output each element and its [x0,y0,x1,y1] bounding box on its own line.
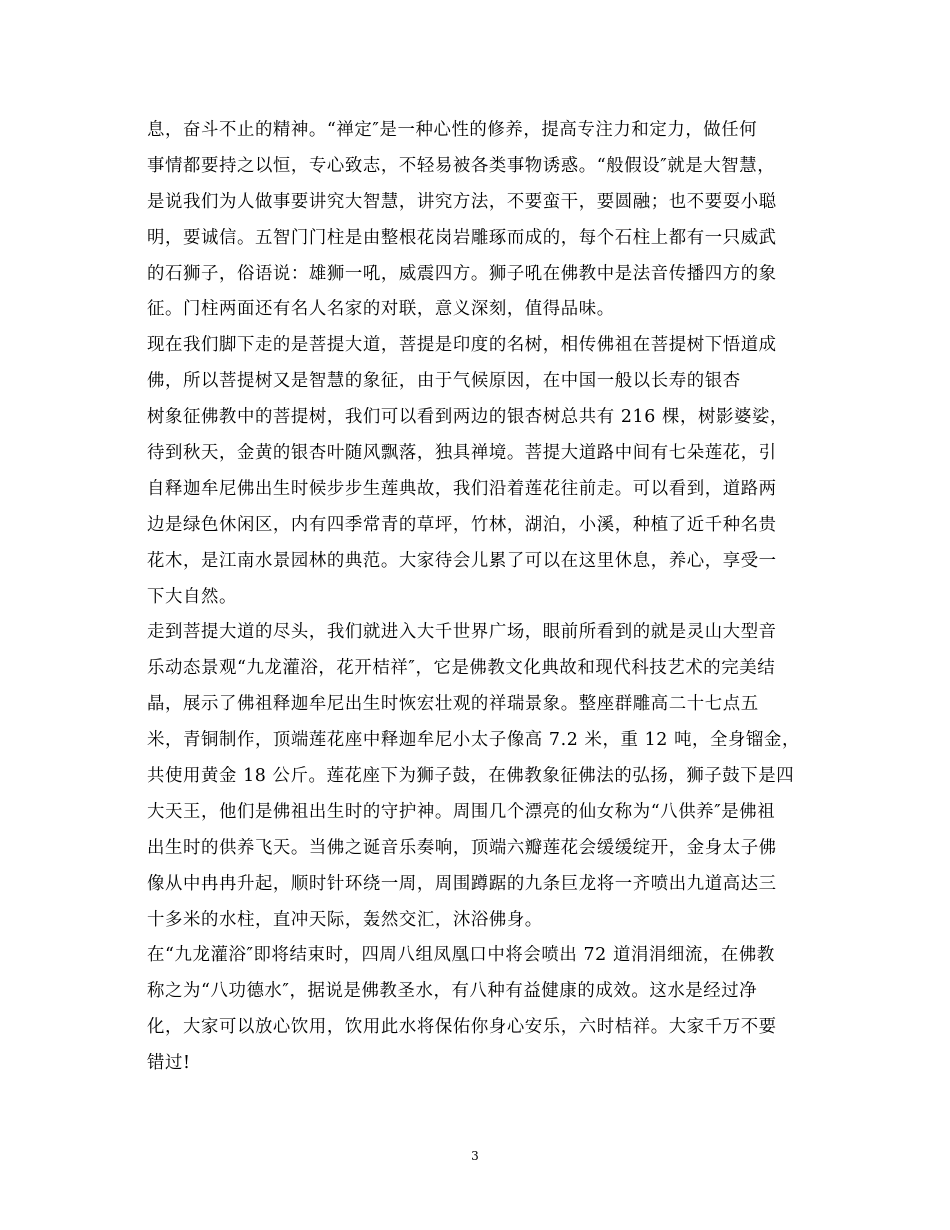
text-line: 的石狮子，俗语说：雄狮一吼，威震四方。狮子吼在佛教中是法音传播四方的象 [147,263,777,284]
text-line: 树象征佛教中的菩提树，我们可以看到两边的银杏树总共有 216 棵，树影婆娑， [147,407,788,428]
text-line: 十多米的水柱，直冲天际，轰然交汇，沐浴佛身。 [147,909,543,930]
body-text [147,113,817,1082]
text-line: 大天王，他们是佛祖出生时的守护神。周围几个漂亮的仙女称为“八供养″是佛祖 [147,801,776,822]
text-line: 下大自然。 [147,586,237,607]
text-line: 待到秋天，金黄的银杏叶随风飘落，独具禅境。菩提大道路中间有七朵莲花，引 [147,443,777,464]
text-line: 征。门柱两面还有名人名家的对联，意义深刻，值得品味。 [147,299,615,320]
text-line: 错过! [147,1053,191,1074]
page-number: 3 [471,1149,479,1163]
text-line: 花木，是江南水景园林的典范。大家待会儿累了可以在这里休息，养心，享受一 [147,550,777,571]
text-line: 米，青铜制作，顶端莲花座中释迦牟尼小太子像高 7.2 米，重 12 吨，全身镏金， [147,730,801,751]
text-line: 走到菩提大道的尽头，我们就进入大千世界广场，眼前所看到的就是灵山大型音 [147,622,777,643]
text-line: 边是绿色休闲区，内有四季常青的草坪，竹林，湖泊，小溪，种植了近千种名贵 [147,514,777,535]
text-line: 像从中冉冉升起，顺时针环绕一周，周围蹲踞的九条巨龙将一齐喷出九道高达三 [147,873,777,894]
text-line: 共使用黄金 18 公斤。莲花座下为狮子鼓，在佛教象征佛法的弘扬，狮子鼓下是四 [147,766,795,787]
text-line: 晶，展示了佛祖释迦牟尼出生时恢宏壮观的祥瑞景象。整座群雕高二十七点五 [147,694,759,715]
text-line: 事情都要持之以恒，专心致志，不轻易被各类事物诱惑。“般假设″就是大智慧， [147,155,776,176]
text-line: 明，要诚信。五智门门柱是由整根花岗岩雕琢而成的，每个石柱上都有一只威武 [147,227,777,248]
text-line: 在“九龙灌浴″即将结束时，四周八组凤凰口中将会喷出 72 道涓涓细流，在佛教 [147,945,775,966]
text-line: 息，奋斗不止的精神。“禅定″是一种心性的修养，提高专注力和定力，做任何 [147,120,758,140]
text-line: 乐动态景观“九龙灌浴，花开桔祥″，它是佛教文化典故和现代科技艺术的完美结 [147,658,776,679]
text-line: 现在我们脚下走的是菩提大道，菩提是印度的名树，相传佛祖在菩提树下悟道成 [147,335,777,356]
text-line: 佛，所以菩提树又是智慧的象征，由于气候原因，在中国一般以长寿的银杏 [147,371,741,392]
text-line: 出生时的供养飞天。当佛之诞音乐奏响，顶端六瓣莲花会缓缓绽开，金身太子佛 [147,837,777,858]
text-line: 是说我们为人做事要讲究大智慧，讲究方法，不要蛮干，要圆融；也不要耍小聪 [147,191,777,212]
text-line: 称之为“八功德水″，据说是佛教圣水，有八种有益健康的成效。这水是经过净 [147,981,758,1002]
text-line: 自释迦牟尼佛出生时候步步生莲典故，我们沿着莲花往前走。可以看到，道路两 [147,478,777,499]
text-line: 化，大家可以放心饮用，饮用此水将保佑你身心安乐，六时桔祥。大家千万不要 [147,1017,777,1038]
